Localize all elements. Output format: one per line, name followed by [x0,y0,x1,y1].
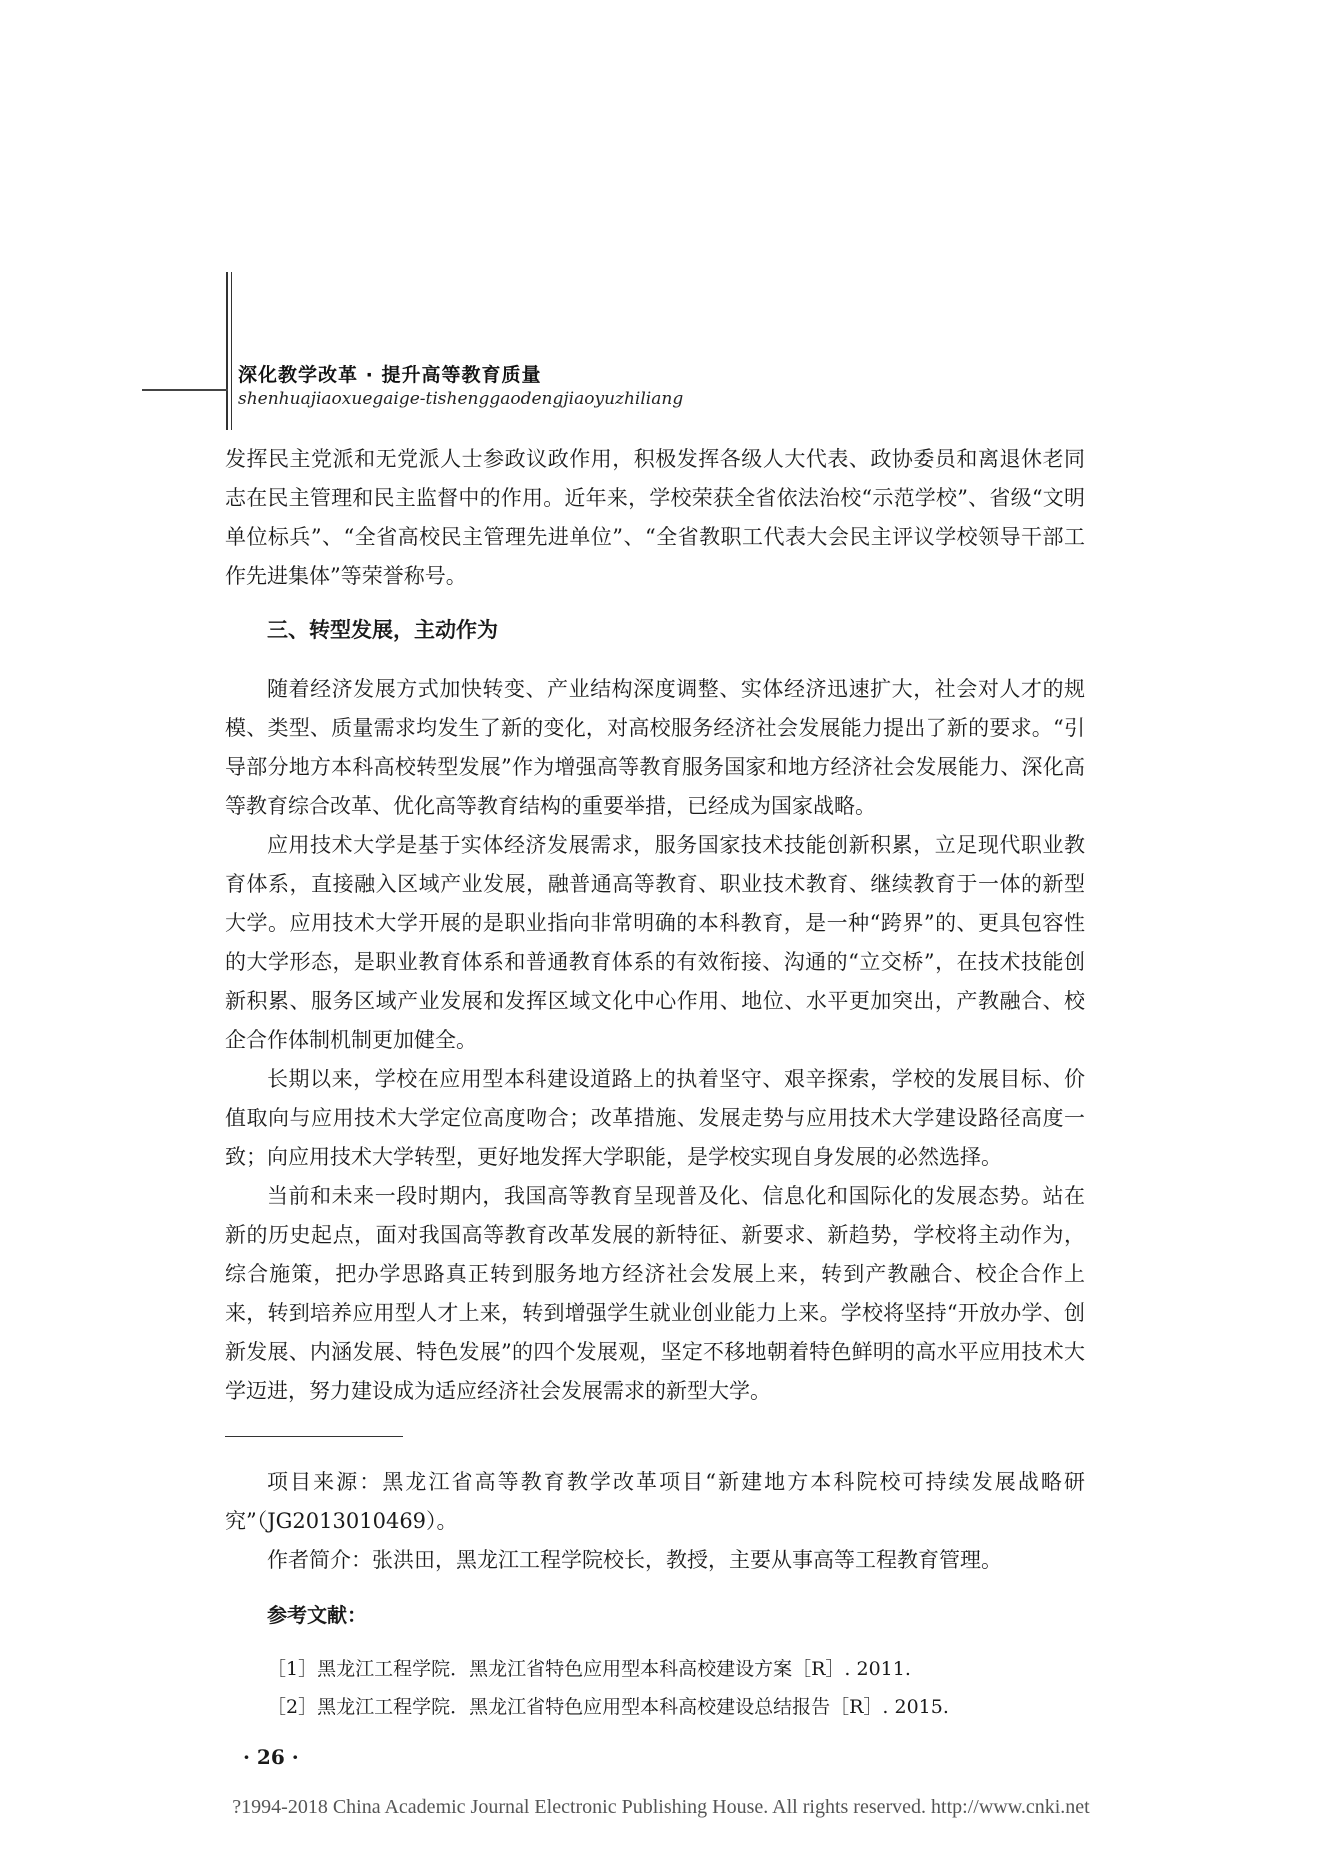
header-rule-vertical-2 [231,272,232,430]
paragraph: 随着经济发展方式加快转变、产业结构深度调整、实体经济迅速扩大，社会对人才的规模、类型、质量需求均发生了新的变化，对高校服务经济社会发展能力提出了新的要求。“引导部分地方本科高校转型发展”作为增强高等教育服务国家和地方经济社会发展能力、深化高等教育综合改革、优化高等教育结构的重要举措，已经成为国家战略。 [225,677,1085,818]
paragraph: 长期以来，学校在应用型本科建设道路上的执着坚守、艰辛探索，学校的发展目标、价值取向与应用技术大学定位高度吻合；改革措施、发展走势与应用技术大学建设路径高度一致；向应用技术大学转型，更好地发挥大学职能，是学校实现自身发展的必然选择。 [225,1067,1085,1169]
paragraph: 应用技术大学是基于实体经济发展需求，服务国家技术技能创新积累，立足现代职业教育体系，直接融入区域产业发展，融普通高等教育、职业技术教育、继续教育于一体的新型大学。应用技术大学开展的是职业指向非常明确的本科教育，是一种“跨界”的、更具包容性的大学形态，是职业教育体系和普通教育体系的有效衔接、沟通的“立交桥”，在技术技能创新积累、服务区域产业发展和发挥区域文化中心作用、地位、水平更加突出，产教融合、校企合作体制机制更加健全。 [225,833,1085,1052]
header-rule-vertical-1 [226,272,228,430]
reference-item: ［1］黑龙江工程学院．黑龙江省特色应用型本科高校建设方案［R］. 2011. [267,1658,911,1680]
running-header-title: 深化教学改革 · 提升高等教育质量 [238,364,542,386]
reference-item: ［2］黑龙江工程学院．黑龙江省特色应用型本科高校建设总结报告［R］. 2015. [267,1696,949,1718]
paragraph-continued: 发挥民主党派和无党派人士参政议政作用，积极发挥各级人大代表、政协委员和离退休老同志在民主管理和民主监督中的作用。近年来，学校荣获全省依法治校“示范学校”、省级“文明单位标兵”、“全省高校民主管理先进单位”、“全省教职工代表大会民主评议学校领导干部工作先进集体”等荣誉称号。 [225,447,1085,588]
references-heading: 参考文献： [267,1603,367,1627]
copyright-notice: ?1994-2018 China Academic Journal Electronic Publishing House. All rights reserved. http://www.cnki.net [232,1796,1090,1818]
section-heading: 三、转型发展，主动作为 [267,618,498,642]
footnote-project-source: 项目来源：黑龙江省高等教育教学改革项目“新建地方本科院校可持续发展战略研究”（JG2013010469）。 [225,1470,1085,1533]
footnote-author-bio: 作者简介：张洪田，黑龙江工程学院校长，教授，主要从事高等工程教育管理。 [267,1548,1002,1572]
page-number: · 26 · [243,1745,299,1769]
header-rule-horizontal [142,389,228,391]
running-header-subtitle: shenhuajiaoxuegaige-tishenggaodengjiaoyuzhiliang [238,389,684,409]
footnote-separator [225,1436,403,1437]
article-body [225,440,1085,1726]
paragraph: 当前和未来一段时期内，我国高等教育呈现普及化、信息化和国际化的发展态势。站在新的历史起点，面对我国高等教育改革发展的新特征、新要求、新趋势，学校将主动作为，综合施策，把办学思路真正转到服务地方经济社会发展上来，转到产教融合、校企合作上来，转到培养应用型人才上来，转到增强学生就业创业能力上来。学校将坚持“开放办学、创新发展、内涵发展、特色发展”的四个发展观，坚定不移地朝着特色鲜明的高水平应用技术大学迈进，努力建设成为适应经济社会发展需求的新型大学。 [225,1184,1085,1403]
